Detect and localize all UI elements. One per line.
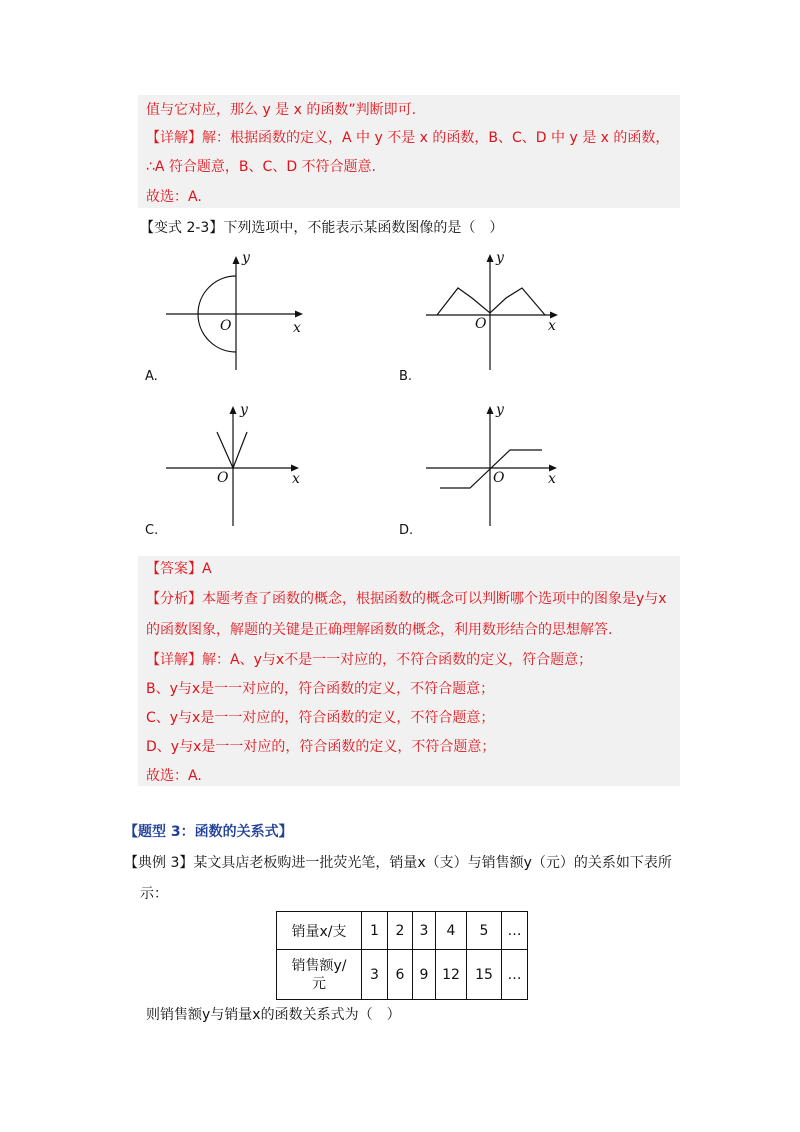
example-3-line-2: 示： bbox=[140, 886, 168, 902]
table-cell: 12 bbox=[436, 950, 467, 1000]
section-3-title: 【题型 3：函数的关系式】 bbox=[124, 824, 293, 840]
table-cell: 9 bbox=[413, 950, 436, 1000]
graph-c bbox=[160, 400, 310, 528]
detail-line-1: 【详解】解：A、y与x不是一一对应的，不符合函数的定义，符合题意； bbox=[146, 652, 593, 668]
question-2-3: 【变式 2-3】下列选项中，不能表示某函数图像的是（ ） bbox=[140, 220, 504, 236]
option-b-label: B. bbox=[399, 369, 413, 384]
graph-a-y-label: y bbox=[242, 252, 250, 266]
table-cell: 3 bbox=[413, 912, 436, 950]
table-header-qty: 销量x/支 bbox=[277, 912, 362, 950]
graph-d-y-label: y bbox=[496, 402, 504, 418]
solution-line-1: 值与它对应，那么 y 是 x 的函数”判断即可. bbox=[146, 102, 417, 118]
graph-b-x-label: x bbox=[548, 318, 556, 334]
table-header-sales bbox=[277, 950, 362, 1000]
solution-line-4: 故选：A. bbox=[146, 189, 202, 205]
option-d-label: D. bbox=[399, 523, 414, 538]
table-cell: … bbox=[502, 912, 528, 950]
table-cell: 5 bbox=[467, 912, 502, 950]
solution-line-2: 【详解】解：根据函数的定义，A 中 y 不是 x 的函数，B、C、D 中 y 是 x 的函数， bbox=[146, 130, 670, 146]
option-c-label: C. bbox=[145, 523, 159, 538]
graph-b-origin-label: O bbox=[475, 316, 487, 332]
table-cell: 2 bbox=[388, 912, 413, 950]
table-row bbox=[277, 950, 528, 1000]
graph-b bbox=[420, 248, 570, 373]
graph-d-x-label: x bbox=[548, 471, 556, 487]
analysis-line-2: 的函数图象，解题的关键是正确理解函数的概念，利用数形结合的思想解答. bbox=[146, 622, 613, 638]
table-cell: 6 bbox=[388, 950, 413, 1000]
example-3-question: 则销售额y与销量x的函数关系式为（ ） bbox=[146, 1007, 401, 1023]
graph-c-origin-label: O bbox=[217, 470, 229, 486]
graph-a-origin-label: O bbox=[220, 318, 232, 334]
detail-line-4: D、y与x是一一对应的，符合函数的定义，不符合题意； bbox=[146, 739, 496, 755]
table-header-sales-a: 销售额y/ bbox=[291, 957, 347, 974]
sales-table bbox=[276, 911, 528, 1000]
graph-c-y-label: y bbox=[240, 402, 248, 418]
example-3-line-1: 【典例 3】某文具店老板购进一批荧光笔，销量x（支）与销售额y（元）的关系如下表所 bbox=[124, 855, 672, 871]
analysis-line-1: 【分析】本题考查了函数的概念，根据函数的概念可以判断哪个选项中的图象是y与x bbox=[146, 591, 667, 607]
graph-a-x-label: x bbox=[293, 320, 301, 336]
graph-c-x-label: x bbox=[292, 471, 300, 487]
graph-d-origin-label: O bbox=[493, 470, 505, 486]
graph-a bbox=[160, 252, 310, 372]
answer-line: 【答案】A bbox=[146, 561, 212, 577]
table-row bbox=[277, 912, 528, 950]
option-a-label: A. bbox=[145, 369, 158, 384]
graph-d bbox=[420, 400, 570, 528]
table-cell: 4 bbox=[436, 912, 467, 950]
table-header-sales-b: 元 bbox=[312, 975, 326, 992]
table-cell: 15 bbox=[467, 950, 502, 1000]
choose-line: 故选：A. bbox=[146, 768, 202, 784]
graph-b-y-label: y bbox=[496, 250, 504, 266]
detail-line-2: B、y与x是一一对应的，符合函数的定义，不符合题意； bbox=[146, 681, 495, 697]
table-cell: 3 bbox=[362, 950, 388, 1000]
solution-line-3: ∴A 符合题意，B、C、D 不符合题意. bbox=[146, 159, 376, 175]
table-cell: 1 bbox=[362, 912, 388, 950]
detail-line-3: C、y与x是一一对应的，符合函数的定义，不符合题意； bbox=[146, 710, 495, 726]
table-cell: … bbox=[502, 950, 528, 1000]
